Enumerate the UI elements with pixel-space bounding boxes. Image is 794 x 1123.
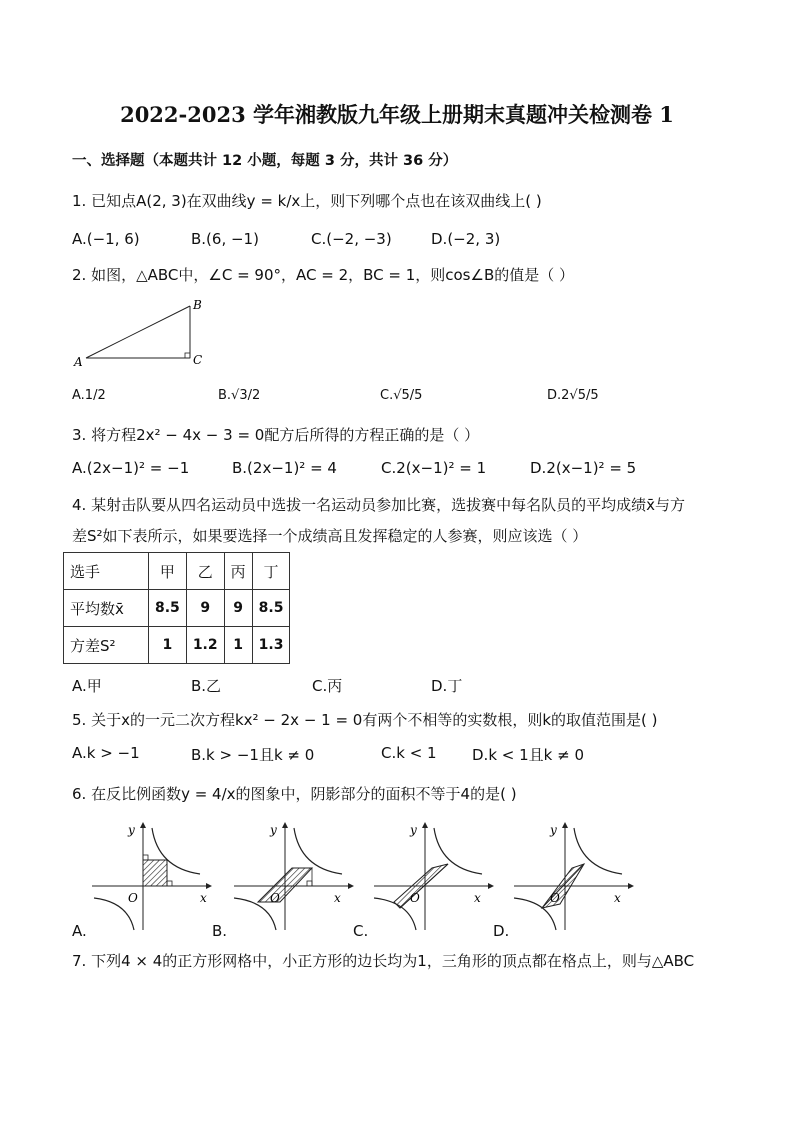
q3-option-d: D.2(x−1)² = 5 — [530, 459, 637, 477]
question-1: 1. 已知点A(2, 3)在双曲线y = k/x上，则下列哪个点也在该双曲线上( ) — [72, 192, 542, 210]
graph-c — [370, 818, 500, 933]
table-cell: 乙 — [186, 553, 224, 590]
table-cell: 选手 — [64, 553, 149, 590]
question-7: 7. 下列4 × 4的正方形网格中，小正方形的边长均为1，三角形的顶点都在格点上，则与△ABC — [72, 952, 695, 970]
table-cell: 9 — [224, 590, 252, 627]
q5-option-c: C.k < 1 — [381, 744, 437, 762]
origin-label: O — [128, 891, 138, 905]
q4-option-c: C.丙 — [312, 677, 343, 695]
q4-option-d: D.丁 — [431, 677, 463, 695]
table-cell: 平均数x̄ — [64, 590, 149, 627]
stats-table — [63, 552, 290, 664]
label-a: A — [74, 355, 83, 369]
q3-option-a: A.(2x−1)² = −1 — [72, 459, 190, 477]
q2-option-a: A.1/2 — [72, 388, 106, 403]
origin-label: O — [550, 891, 560, 905]
table-cell: 丙 — [224, 553, 252, 590]
page-title: 2022-2023 学年湘教版九年级上册期末真题冲关检测卷 1 — [120, 102, 674, 127]
table-cell: 方差S² — [64, 627, 149, 664]
table-cell: 1 — [224, 627, 252, 664]
q2-option-b: B.√3/2 — [218, 388, 261, 403]
question-4-line-2: 差S²如下表所示，如果要选择一个成绩高且发挥稳定的人参赛，则应该选（ ） — [72, 527, 588, 545]
table-cell: 1.3 — [252, 627, 290, 664]
origin-label: O — [410, 891, 420, 905]
q2-option-c: C.√5/5 — [380, 388, 423, 403]
graph-b — [230, 818, 360, 933]
y-axis-label: y — [128, 823, 135, 837]
table-cell: 1 — [149, 627, 187, 664]
q6-option-a: A. — [72, 922, 87, 940]
q1-option-d: D.(−2, 3) — [431, 230, 501, 248]
table-cell: 8.5 — [149, 590, 187, 627]
label-b: B — [193, 298, 202, 312]
question-6: 6. 在反比例函数y = 4/x的图象中，阴影部分的面积不等于4的是( ) — [72, 785, 517, 803]
q5-option-b: B.k > −1且k ≠ 0 — [191, 746, 315, 764]
q6-option-c: C. — [353, 922, 369, 940]
q6-option-b: B. — [212, 922, 228, 940]
question-5: 5. 关于x的一元二次方程kx² − 2x − 1 = 0有两个不相等的实数根，则k的取值范围是( ) — [72, 711, 658, 729]
label-c: C — [193, 353, 203, 367]
graph-a — [88, 818, 218, 933]
question-2: 2. 如图，△ABC中，∠C = 90°，AC = 2，BC = 1，则cos∠B的值是（ ） — [72, 266, 575, 284]
table-cell: 甲 — [149, 553, 187, 590]
q3-option-b: B.(2x−1)² = 4 — [232, 459, 337, 477]
table-row — [64, 627, 290, 664]
table-cell: 9 — [186, 590, 224, 627]
table-row — [64, 553, 290, 590]
origin-label: O — [270, 891, 280, 905]
table-cell: 丁 — [252, 553, 290, 590]
q5-option-d: D.k < 1且k ≠ 0 — [472, 746, 584, 764]
y-axis-label: y — [270, 823, 277, 837]
table-cell: 8.5 — [252, 590, 290, 627]
section-heading: 一、选择题（本题共计 12 小题，每题 3 分，共计 36 分） — [72, 153, 458, 169]
table-row — [64, 590, 290, 627]
y-axis-label: y — [410, 823, 417, 837]
x-axis-label: x — [474, 891, 481, 905]
q1-option-a: A.(−1, 6) — [72, 230, 140, 248]
x-axis-label: x — [334, 891, 341, 905]
graph-d — [510, 818, 640, 933]
y-axis-label: y — [550, 823, 557, 837]
q6-option-d: D. — [493, 922, 510, 940]
q1-option-c: C.(−2, −3) — [311, 230, 392, 248]
x-axis-label: x — [614, 891, 621, 905]
q1-option-b: B.(6, −1) — [191, 230, 259, 248]
x-axis-label: x — [200, 891, 207, 905]
question-4-line-1: 4. 某射击队要从四名运动员中选拔一名运动员参加比赛，选拔赛中每名队员的平均成绩x̄与方 — [72, 496, 685, 514]
table-cell: 1.2 — [186, 627, 224, 664]
q5-option-a: A.k > −1 — [72, 744, 140, 762]
question-3: 3. 将方程2x² − 4x − 3 = 0配方后所得的方程正确的是（ ） — [72, 426, 480, 444]
q4-option-b: B.乙 — [191, 677, 222, 695]
q2-option-d: D.2√5/5 — [547, 388, 599, 403]
q4-option-a: A.甲 — [72, 677, 102, 695]
q3-option-c: C.2(x−1)² = 1 — [381, 459, 487, 477]
triangle-figure — [70, 296, 220, 371]
